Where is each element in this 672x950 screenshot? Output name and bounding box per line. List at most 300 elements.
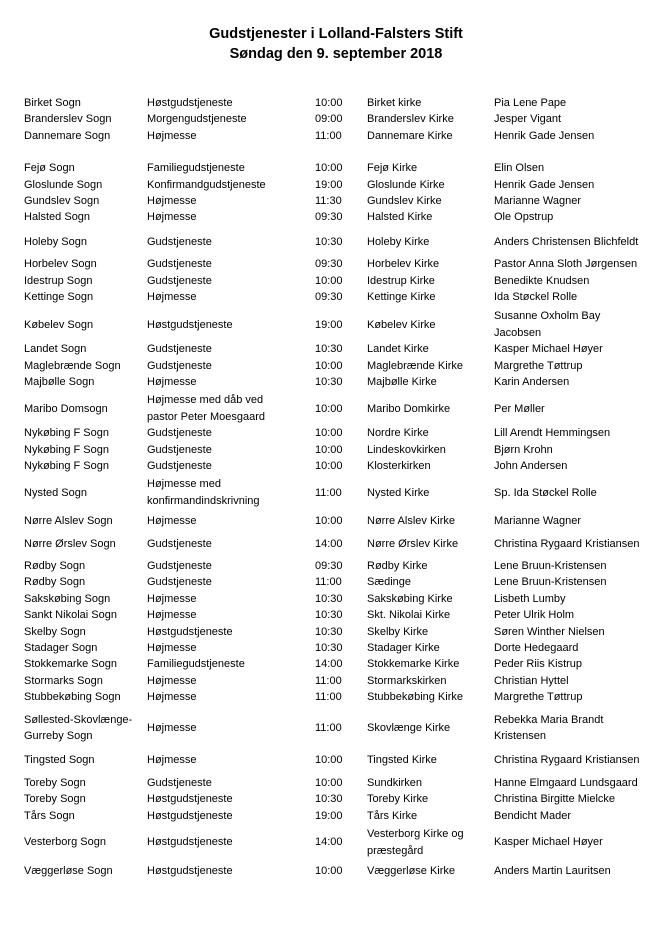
pastor-name-line: Margrethe Tøttrup <box>494 691 583 704</box>
parish-name <box>24 442 142 459</box>
church-name <box>367 624 487 641</box>
church-name-line: Maribo Domkirke <box>367 402 451 415</box>
table-row <box>0 752 672 768</box>
pastor-name-line: Per Møller <box>494 402 545 415</box>
service-time <box>315 591 355 608</box>
church-name-line: Halsted Kirke <box>367 211 433 224</box>
service-type <box>147 607 307 624</box>
service-time-line: 11:00 <box>315 486 342 499</box>
service-type <box>147 425 307 442</box>
parish-name <box>24 591 142 608</box>
service-time-line: 10:00 <box>315 97 343 109</box>
church-name-line: Skelby Kirke <box>367 625 429 638</box>
service-time-line: 19:00 <box>315 318 343 331</box>
church-name-line: Skt. Nikolai Kirke <box>367 609 451 622</box>
pastor-name <box>494 712 664 745</box>
service-time-line: 10:30 <box>315 625 343 638</box>
service-type <box>147 177 307 194</box>
parish-name-line: Majbølle Sogn <box>24 376 95 388</box>
service-time <box>315 442 355 459</box>
table-row <box>0 826 672 859</box>
parish-name-line: Søllested-Skovlænge- <box>24 713 133 726</box>
parish-name-line: Dannemare Sogn <box>24 129 111 142</box>
pastor-name-line: Lill Arendt Hemmingsen <box>494 427 611 440</box>
church-name-line: Fejø Kirke <box>367 162 418 175</box>
parish-name <box>24 536 142 553</box>
church-name-line: Klosterkirken <box>367 460 431 472</box>
pastor-name-line: Ida Støckel Rolle <box>494 291 578 303</box>
parish-name <box>24 401 142 418</box>
parish-name <box>24 485 142 502</box>
pastor-name <box>494 128 664 145</box>
pastor-name-line: Lene Bruun-Kristensen <box>494 576 607 589</box>
parish-name-line: Toreby Sogn <box>24 776 86 789</box>
parish-name-line: Gurreby Sogn <box>24 730 93 743</box>
pastor-name-line: Pia Lene Pape <box>494 97 567 109</box>
parish-name <box>24 317 142 334</box>
table-row <box>0 442 672 458</box>
table-row <box>0 513 672 529</box>
parish-name <box>24 752 142 769</box>
pastor-name <box>494 752 664 769</box>
pastor-name <box>494 863 664 880</box>
table-row <box>0 458 672 474</box>
table-row <box>0 425 672 441</box>
parish-name <box>24 574 142 591</box>
church-name <box>367 720 487 737</box>
church-name <box>367 209 487 226</box>
service-time-line: 10:00 <box>315 515 343 528</box>
table-row <box>0 574 672 590</box>
church-name <box>367 358 487 375</box>
pastor-name <box>494 591 664 608</box>
service-type <box>147 392 307 425</box>
pastor-name-line: Hanne Elmgaard Lundsgaard <box>494 776 638 789</box>
church-name <box>367 234 487 251</box>
service-time-line: 19:00 <box>315 809 343 822</box>
service-type <box>147 775 307 792</box>
parish-name <box>24 193 142 210</box>
service-time <box>315 673 355 690</box>
church-name-line: Stadager Kirke <box>367 642 440 654</box>
table-row <box>0 624 672 640</box>
pastor-name-line: Kasper Michael Høyer <box>494 343 603 356</box>
parish-name-line: Væggerløse Sogn <box>24 864 113 877</box>
service-time <box>315 574 355 591</box>
parish-name-line: Skelby Sogn <box>24 625 86 638</box>
service-type-line: Gudstjeneste <box>147 560 212 572</box>
service-type <box>147 808 307 825</box>
pastor-name <box>494 256 664 273</box>
pastor-name <box>494 558 664 575</box>
pastor-name <box>494 607 664 624</box>
service-time <box>315 808 355 825</box>
church-name <box>367 640 487 657</box>
church-name <box>367 442 487 459</box>
parish-name <box>24 863 142 880</box>
service-type <box>147 591 307 608</box>
parish-name <box>24 177 142 194</box>
table-row <box>0 607 672 623</box>
pastor-name-line: Elin Olsen <box>494 162 545 175</box>
service-time <box>315 273 355 290</box>
service-time-line: 11:00 <box>315 674 342 687</box>
service-time <box>315 720 355 737</box>
document-title <box>0 24 672 64</box>
service-type-line: Højmesse <box>147 642 197 654</box>
service-time-line: 10:00 <box>315 359 343 372</box>
pastor-name-line: Anders Martin Lauritsen <box>494 864 611 877</box>
service-type-line: Højmesse <box>147 515 197 528</box>
church-name <box>367 673 487 690</box>
church-name <box>367 485 487 502</box>
service-type-line: Gudstjeneste <box>147 460 212 472</box>
church-name-line: Sædinge <box>367 576 412 589</box>
service-type <box>147 111 307 128</box>
service-type-line: Højmesse <box>147 129 197 142</box>
pastor-name-line: Kasper Michael Høyer <box>494 836 603 849</box>
service-type-line: Højmesse <box>147 674 197 687</box>
service-time-line: 10:30 <box>315 793 343 806</box>
service-type-line: Gudstjeneste <box>147 343 212 356</box>
parish-name <box>24 95 142 112</box>
service-type-line: Gudstjeneste <box>147 776 212 789</box>
service-time <box>315 536 355 553</box>
service-time-line: 10:00 <box>315 776 343 789</box>
church-name-line: Nordre Kirke <box>367 427 429 440</box>
service-time <box>315 234 355 251</box>
service-time-line: 10:30 <box>315 592 343 605</box>
pastor-name <box>494 574 664 591</box>
pastor-name <box>494 234 664 251</box>
parish-name <box>24 256 142 273</box>
church-name-line: Idestrup Kirke <box>367 274 435 287</box>
church-name-line: Skovlænge Kirke <box>367 721 451 734</box>
church-name-line: Holeby Kirke <box>367 235 430 248</box>
church-name-line: Stubbekøbing Kirke <box>367 691 463 704</box>
church-name <box>367 863 487 880</box>
service-time-line: 19:00 <box>315 178 343 191</box>
service-time <box>315 513 355 530</box>
church-name <box>367 341 487 358</box>
service-type <box>147 558 307 575</box>
parish-name-line: Gloslunde Sogn <box>24 178 103 191</box>
pastor-name <box>494 640 664 657</box>
service-time-line: 09:30 <box>315 211 343 224</box>
church-name <box>367 425 487 442</box>
table-row <box>0 775 672 791</box>
service-time-line: 09:30 <box>315 291 343 303</box>
pastor-name <box>494 485 664 502</box>
service-type-line: konfirmandindskrivning <box>147 494 260 507</box>
pastor-name <box>494 775 664 792</box>
parish-name-line: Sankt Nikolai Sogn <box>24 609 117 622</box>
church-name <box>367 374 487 391</box>
service-type-line: Højmesse <box>147 211 197 224</box>
pastor-name-line: Christina Rygaard Kristiansen <box>494 754 640 767</box>
service-time-line: 11:00 <box>315 129 342 142</box>
service-type <box>147 689 307 706</box>
pastor-name-line: Pastor Anna Sloth Jørgensen <box>494 258 638 271</box>
service-time <box>315 95 355 112</box>
parish-name <box>24 341 142 358</box>
service-type <box>147 863 307 880</box>
table-row <box>0 128 672 144</box>
table-row <box>0 656 672 672</box>
parish-name <box>24 775 142 792</box>
table-row <box>0 289 672 305</box>
church-name-line: Væggerløse Kirke <box>367 864 456 877</box>
parish-name-line: Idestrup Sogn <box>24 274 93 287</box>
church-name-line: Nørre Alslev Kirke <box>367 515 456 528</box>
church-name-line: Sundkirken <box>367 776 423 789</box>
pastor-name-line: Henrik Gade Jensen <box>494 178 595 191</box>
service-time <box>315 401 355 418</box>
church-name <box>367 95 487 112</box>
parish-name-line: Fejø Sogn <box>24 162 75 175</box>
parish-name-line: Stokkemarke Sogn <box>24 658 117 671</box>
table-row <box>0 712 672 745</box>
service-type <box>147 476 307 509</box>
church-name <box>367 289 487 306</box>
pastor-name <box>494 374 664 391</box>
pastor-name-line: Margrethe Tøttrup <box>494 359 583 372</box>
parish-name-line: Stormarks Sogn <box>24 674 103 687</box>
pastor-name <box>494 808 664 825</box>
church-name <box>367 317 487 334</box>
service-time-line: 10:00 <box>315 427 343 440</box>
pastor-name <box>494 160 664 177</box>
parish-name <box>24 689 142 706</box>
pastor-name-line: Dorte Hedegaard <box>494 642 579 654</box>
service-type <box>147 95 307 112</box>
pastor-name <box>494 273 664 290</box>
pastor-name-line: Susanne Oxholm Bay <box>494 310 601 323</box>
church-name-line: Lindeskovkirken <box>367 443 446 456</box>
church-name <box>367 574 487 591</box>
table-row <box>0 160 672 176</box>
parish-name <box>24 640 142 657</box>
service-type <box>147 791 307 808</box>
service-type-line: Høstgudstjeneste <box>147 625 233 638</box>
service-time <box>315 656 355 673</box>
service-time <box>315 775 355 792</box>
table-row <box>0 392 672 425</box>
parish-name-line: Rødby Sogn <box>24 560 86 572</box>
pastor-name <box>494 689 664 706</box>
service-type <box>147 442 307 459</box>
service-type <box>147 752 307 769</box>
parish-name-line: Landet Sogn <box>24 343 87 356</box>
church-name-line: Stokkemarke Kirke <box>367 658 460 671</box>
service-type-line: Gudstjeneste <box>147 427 212 440</box>
service-time <box>315 458 355 475</box>
service-type-line: Gudstjeneste <box>147 258 212 271</box>
service-type <box>147 720 307 737</box>
service-type <box>147 374 307 391</box>
church-name-line: Maglebrænde Kirke <box>367 359 463 372</box>
pastor-name <box>494 308 664 341</box>
parish-name <box>24 273 142 290</box>
church-name <box>367 656 487 673</box>
service-time-line: 11:30 <box>315 195 342 207</box>
parish-name <box>24 234 142 251</box>
pastor-name <box>494 111 664 128</box>
service-type <box>147 458 307 475</box>
pastor-name-line: Christina Rygaard Kristiansen <box>494 537 640 550</box>
church-name-line: Vesterborg Kirke og <box>367 828 464 840</box>
parish-name-line: Toreby Sogn <box>24 793 86 806</box>
church-name-line: Birket kirke <box>367 97 422 109</box>
church-name-line: Stormarkskirken <box>367 674 447 687</box>
service-type <box>147 128 307 145</box>
table-row <box>0 234 672 250</box>
parish-name-line: Halsted Sogn <box>24 211 91 224</box>
service-type <box>147 513 307 530</box>
church-name <box>367 273 487 290</box>
service-type <box>147 289 307 306</box>
parish-name-line: Nørre Alslev Sogn <box>24 515 113 528</box>
title-line-1: Gudstjenester i Lolland-Falsters Stift <box>209 26 463 42</box>
church-name-line: Landet Kirke <box>367 343 429 356</box>
table-row <box>0 808 672 824</box>
service-type <box>147 273 307 290</box>
service-time <box>315 289 355 306</box>
service-time-line: 11:00 <box>315 576 342 589</box>
parish-name-line: Kettinge Sogn <box>24 291 94 303</box>
service-time-line: 14:00 <box>315 836 343 849</box>
table-row <box>0 308 672 341</box>
pastor-name <box>494 425 664 442</box>
service-time <box>315 485 355 502</box>
pastor-name-line: Peder Riis Kistrup <box>494 658 583 671</box>
table-row <box>0 689 672 705</box>
service-time <box>315 607 355 624</box>
service-time <box>315 374 355 391</box>
service-time-line: 14:00 <box>315 658 343 671</box>
service-type-line: Højmesse <box>147 291 197 303</box>
service-type-line: Gudstjeneste <box>147 443 212 456</box>
parish-name-line: Købelev Sogn <box>24 318 94 331</box>
service-type-line: pastor Peter Moesgaard <box>147 410 266 423</box>
parish-name-line: Maribo Domsogn <box>24 402 108 415</box>
church-name <box>367 401 487 418</box>
parish-name-line: Branderslev Sogn <box>24 113 112 126</box>
table-row <box>0 591 672 607</box>
service-time-line: 10:30 <box>315 376 343 388</box>
pastor-name <box>494 358 664 375</box>
church-name-line: Branderslev Kirke <box>367 113 454 126</box>
service-time <box>315 791 355 808</box>
table-row <box>0 640 672 656</box>
service-type-line: Høstgudstjeneste <box>147 793 233 806</box>
parish-name <box>24 624 142 641</box>
parish-name-line: Maglebrænde Sogn <box>24 359 121 372</box>
parish-name-line: Nykøbing F Sogn <box>24 460 109 472</box>
service-time-line: 09:30 <box>315 560 343 572</box>
pastor-name-line: Christina Birgitte Mielcke <box>494 793 616 806</box>
parish-name <box>24 128 142 145</box>
service-time <box>315 160 355 177</box>
service-type-line: Højmesse med dåb ved <box>147 394 264 407</box>
service-time <box>315 128 355 145</box>
parish-name <box>24 607 142 624</box>
table-row <box>0 341 672 357</box>
service-type <box>147 317 307 334</box>
church-name-line: Tingsted Kirke <box>367 754 437 767</box>
parish-name-line: Nørre Ørslev Sogn <box>24 537 116 550</box>
table-row <box>0 177 672 193</box>
service-type-line: Højmesse <box>147 754 197 767</box>
pastor-name <box>494 442 664 459</box>
service-time <box>315 209 355 226</box>
parish-name-line: Nysted Sogn <box>24 486 87 499</box>
service-type-line: Familiegudstjeneste <box>147 658 245 671</box>
service-type-line: Gudstjeneste <box>147 537 212 550</box>
service-time <box>315 256 355 273</box>
parish-name <box>24 289 142 306</box>
service-type <box>147 640 307 657</box>
pastor-name-line: Christian Hyttel <box>494 674 569 687</box>
parish-name-line: Stubbekøbing Sogn <box>24 691 121 704</box>
church-name-line: Horbelev Kirke <box>367 258 440 271</box>
table-row <box>0 273 672 289</box>
parish-name-line: Sakskøbing Sogn <box>24 592 111 605</box>
pastor-name <box>494 289 664 306</box>
pastor-name-line: Lisbeth Lumby <box>494 592 566 605</box>
table-row <box>0 193 672 209</box>
parish-name <box>24 513 142 530</box>
church-name <box>367 111 487 128</box>
pastor-name <box>494 209 664 226</box>
pastor-name <box>494 341 664 358</box>
table-row <box>0 209 672 225</box>
table-row <box>0 374 672 390</box>
service-type-line: Højmesse <box>147 195 197 207</box>
church-name <box>367 177 487 194</box>
service-type <box>147 193 307 210</box>
service-time-line: 14:00 <box>315 537 343 550</box>
service-time-line: 10:00 <box>315 754 343 767</box>
service-type-line: Høstgudstjeneste <box>147 836 233 849</box>
pastor-name <box>494 791 664 808</box>
pastor-name <box>494 95 664 112</box>
pastor-name-line: Ole Opstrup <box>494 211 554 224</box>
service-type <box>147 624 307 641</box>
service-type-line: Morgengudstjeneste <box>147 113 247 126</box>
parish-name <box>24 558 142 575</box>
pastor-name-line: Bjørn Krohn <box>494 443 553 456</box>
service-time-line: 10:00 <box>315 460 343 472</box>
pastor-name-line: Karin Andersen <box>494 376 570 388</box>
service-time-line: 10:00 <box>315 443 343 456</box>
service-time <box>315 752 355 769</box>
pastor-name-line: Jesper Vigant <box>494 113 562 126</box>
pastor-name <box>494 624 664 641</box>
parish-name-line: Nykøbing F Sogn <box>24 427 109 440</box>
service-time-line: 11:00 <box>315 721 342 734</box>
service-type-line: Højmesse <box>147 691 197 704</box>
service-time <box>315 624 355 641</box>
parish-name-line: Birket Sogn <box>24 97 81 109</box>
church-name-line: Majbølle Kirke <box>367 376 437 388</box>
pastor-name-line: Søren Winther Nielsen <box>494 625 605 638</box>
service-type-line: Familiegudstjeneste <box>147 162 245 175</box>
service-time <box>315 689 355 706</box>
church-name <box>367 160 487 177</box>
parish-name <box>24 673 142 690</box>
table-row <box>0 791 672 807</box>
